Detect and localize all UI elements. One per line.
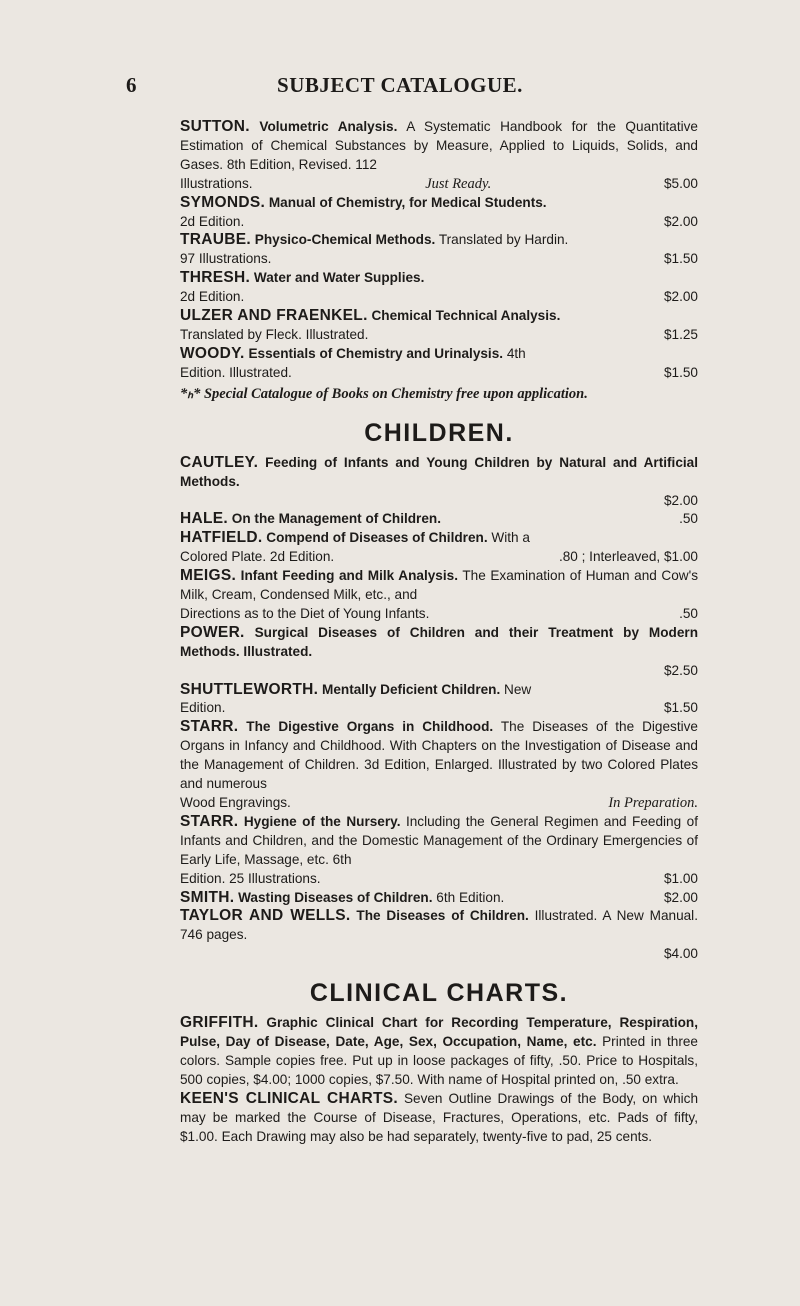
entry-price: .80 ; Interleaved, $1.00 <box>558 549 698 565</box>
entry-last-line <box>180 288 698 307</box>
entry-last-line <box>180 605 698 624</box>
entry-last-line <box>180 699 698 718</box>
entry-price: $2.00 <box>663 289 698 305</box>
entry-author: CAUTLEY. <box>180 453 259 471</box>
page-number: 6 <box>126 73 137 97</box>
entry-title: Surgical Diseases of Children and their Treatment by Modern Methods. Illustrated. <box>180 624 699 659</box>
catalogue-entry <box>180 231 698 269</box>
entry-price: $2.50 <box>663 662 698 678</box>
catalogue-entry <box>180 567 698 624</box>
catalogue-entry <box>180 194 698 232</box>
entry-title: Mentally Deficient Children. <box>322 681 501 697</box>
entry-title: The Digestive Organs in Childhood. <box>246 719 494 735</box>
entry-author: GRIFFITH. <box>180 1014 259 1032</box>
entry-title: Chemical Technical Analysis. <box>371 308 561 324</box>
entry-description: Translated by Hardin. <box>438 232 569 248</box>
entry-status: Just Ready. <box>425 175 492 192</box>
entry-last-line <box>664 889 698 908</box>
entry-status: In Preparation. <box>608 795 698 811</box>
entry-title: Feeding of Infants and Young Children by Natural and Artificial Methods. <box>180 454 698 489</box>
catalogue-entry <box>180 269 698 307</box>
catalogue-entry <box>180 718 698 813</box>
entry-tail-text: Translated by Fleck. Illustrated. <box>180 326 369 342</box>
entry-author: SYMONDS. <box>180 193 266 211</box>
entry-last-line <box>180 175 698 194</box>
entry-title: Wasting Diseases of Children. <box>238 889 433 905</box>
entry-last-line <box>180 945 698 964</box>
entry-title: Infant Feeding and Milk Analysis. <box>240 568 458 584</box>
entry-tail-text: 2d Edition. <box>180 289 245 305</box>
entry-last-line <box>679 510 698 529</box>
entry-title: Physico-Chemical Methods. <box>254 232 436 248</box>
section-heading-clinical-charts: CLINICAL CHARTS. <box>309 979 569 1008</box>
entry-title: Compend of Diseases of Children. <box>266 530 488 546</box>
entry-price: $2.00 <box>663 213 698 229</box>
entry-description: A Systematic Handbook for the Quantitative Estimation of Chemical Substances by Measure, Applied to Liquids, Solids, and Gases. 8th Edition, Revised. 112 <box>180 119 698 172</box>
entry-author: THRESH. <box>180 269 251 287</box>
section-heading-children: CHILDREN. <box>364 418 514 447</box>
entry-tail-text: Colored Plate. 2d Edition. <box>180 549 335 565</box>
entry-price: $1.50 <box>663 251 698 267</box>
entry-description: 4th <box>506 345 526 361</box>
entry-description: Printed in three colors. Sample copies free. Put up in loose packages of fifty, .50. Price to Hospitals, 500 copies, $4.00; 1000 copies, $7.50. With name of Hospital printed on, .50 extra. <box>180 1034 698 1087</box>
entry-tail-text: 97 Illustrations. <box>180 251 272 267</box>
entry-last-line <box>180 870 698 889</box>
entry-price: $1.50 <box>663 364 698 380</box>
entry-author: SHUTTLEWORTH. <box>180 680 319 698</box>
catalogue-entry <box>180 118 698 194</box>
entry-last-line <box>180 662 698 681</box>
entry-description: The Examination of Human and Cow's Milk, Cream, Condensed Milk, etc., and <box>180 568 699 603</box>
entry-title: Graphic Clinical Chart for Recording Temperature, Respiration, Pulse, Day of Disease, Date, Age, Sex, Occupation, Name, etc. <box>180 1015 698 1050</box>
catalogue-entry <box>180 307 698 345</box>
entry-price: $5.00 <box>663 175 698 191</box>
entry-author: SUTTON. <box>180 118 250 135</box>
catalogue-entry <box>180 454 698 511</box>
catalogue-entry <box>180 1014 698 1090</box>
page-header <box>0 73 800 103</box>
entry-last-line <box>180 364 698 383</box>
entry-price: $1.00 <box>663 870 698 886</box>
entry-last-line <box>180 548 698 567</box>
chemistry-catalogue-note <box>180 384 698 404</box>
entry-price: .50 <box>679 511 698 527</box>
entry-title: Water and Water Supplies. <box>253 270 425 286</box>
entry-last-line <box>180 326 698 345</box>
entry-title: Essentials of Chemistry and Urinalysis. <box>248 345 504 361</box>
catalogue-content <box>180 118 698 1147</box>
entry-author: TAYLOR AND WELLS. <box>180 907 351 925</box>
catalogue-entry <box>180 1090 698 1147</box>
catalogue-entry <box>180 813 698 889</box>
entry-author: STARR. <box>180 812 239 830</box>
catalogue-entry <box>180 529 698 567</box>
entry-last-line <box>180 492 698 511</box>
entry-author: KEEN'S CLINICAL CHARTS. <box>180 1089 398 1107</box>
note-text: *ₕ* Special Catalogue of Books on Chemistry free upon application. <box>180 385 588 402</box>
entry-description: With a <box>491 530 530 546</box>
entry-description: Illustrated. A New Manual. 746 pages. <box>180 908 698 943</box>
catalogue-entry <box>180 889 698 908</box>
entry-title: Hygiene of the Nursery. <box>243 813 401 829</box>
catalogue-entry <box>180 624 698 681</box>
entry-last-line <box>180 250 698 269</box>
children-entries <box>180 454 698 964</box>
entry-price: .50 <box>679 605 698 621</box>
entry-title: Manual of Chemistry, for Medical Students. <box>268 194 547 210</box>
entry-title: The Diseases of Children. <box>356 908 529 924</box>
catalogue-entry <box>180 681 698 719</box>
entry-tail-text: Illustrations. <box>180 175 253 191</box>
running-title: SUBJECT CATALOGUE. <box>277 73 523 97</box>
entry-price: $2.00 <box>663 492 698 508</box>
entry-price: $4.00 <box>663 946 698 962</box>
entry-author: ULZER AND FRAENKEL. <box>180 307 368 325</box>
entry-author: TRAUBE. <box>180 231 251 249</box>
catalogue-entry <box>180 907 698 964</box>
entry-tail-text: Edition. Illustrated. <box>180 364 292 380</box>
entry-last-line <box>180 213 698 232</box>
entry-author: MEIGS. <box>180 567 237 585</box>
entry-price: $2.00 <box>663 889 698 905</box>
entry-author: SMITH. <box>180 888 235 906</box>
clinical-charts-entries <box>180 1014 698 1146</box>
entry-author: HALE. <box>180 510 228 528</box>
entry-author: HATFIELD. <box>180 529 263 547</box>
entry-tail-text: Edition. 25 Illustrations. <box>180 870 321 886</box>
entry-title: On the Management of Children. <box>231 511 441 527</box>
entry-description: The Diseases of the Digestive Organs in Infancy and Childhood. With Chapters on the Investigation of Disease and the Management of Children. 3d Edition, Enlarged. Illustrated by two Colored Plates and numerous <box>180 719 698 792</box>
entry-tail-text: Edition. <box>180 700 226 716</box>
entry-price: $1.50 <box>663 700 698 716</box>
entry-title: Volumetric Analysis. <box>259 119 398 134</box>
entry-price: $1.25 <box>663 326 698 342</box>
catalogue-entry <box>180 345 698 383</box>
entry-description: Including the General Regimen and Feeding of Infants and Children, and the Domestic Management of the Ordinary Emergencies of Early Life, Massage, etc. 6th <box>180 813 698 867</box>
entry-author: WOODY. <box>180 344 245 362</box>
entry-description: Seven Outline Drawings of the Body, on which may be marked the Course of Disease, Fractures, Operations, etc. Pads of fifty, $1.00. Each Drawing may also be had separately, twenty-five to pad, 25 cents. <box>180 1090 699 1144</box>
entry-description: 6th Edition. <box>436 889 505 905</box>
catalogue-entry <box>180 510 698 529</box>
entry-last-line <box>180 794 698 813</box>
entry-author: STARR. <box>180 718 239 736</box>
entry-tail-text: Wood Engravings. <box>180 795 291 810</box>
entry-description: New <box>504 681 532 697</box>
entry-tail-text: Directions as to the Diet of Young Infants. <box>180 605 430 621</box>
entry-author: POWER. <box>180 623 245 641</box>
chemistry-entries <box>180 118 698 383</box>
entry-tail-text: 2d Edition. <box>180 213 245 229</box>
